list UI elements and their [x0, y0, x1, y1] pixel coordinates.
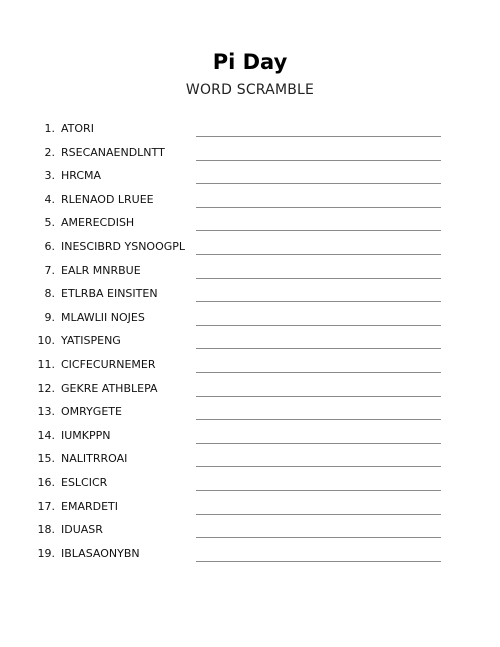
- item-number: 7.: [44, 263, 55, 277]
- scrambled-word: CICFECURNEMER: [61, 357, 156, 371]
- scrambled-word: IBLASAONYBN: [61, 546, 140, 560]
- list-item: [0, 144, 500, 168]
- list-item: [0, 356, 500, 380]
- scrambled-word: OMRYGETE: [61, 405, 122, 419]
- list-item: [0, 332, 500, 356]
- item-number: 15.: [37, 452, 55, 466]
- item-number: 6.: [44, 239, 55, 253]
- answer-line: [196, 348, 441, 349]
- item-number: 19.: [37, 546, 55, 560]
- list-item: [0, 498, 500, 522]
- item-number: 1.: [44, 122, 55, 135]
- answer-line: [196, 490, 441, 491]
- answer-line: [196, 419, 441, 420]
- item-number: 3.: [44, 169, 55, 183]
- scrambled-word: ESLCICR: [61, 475, 108, 489]
- list-item: [0, 380, 500, 404]
- answer-line: [196, 278, 441, 279]
- scrambled-word: ETLRBA EINSITEN: [61, 287, 158, 301]
- item-number: 17.: [37, 499, 55, 513]
- list-item: [0, 450, 500, 474]
- list-item: [0, 214, 500, 238]
- list-item: [0, 238, 500, 262]
- item-number: 12.: [37, 381, 55, 395]
- list-item: [0, 262, 500, 286]
- scrambled-word: MLAWLII NOJES: [61, 310, 145, 324]
- scrambled-word: EMARDETI: [61, 499, 118, 513]
- answer-line: [196, 372, 441, 373]
- list-item: [0, 191, 500, 215]
- list-item: [0, 285, 500, 309]
- answer-line: [196, 466, 441, 467]
- answer-line: [196, 537, 441, 538]
- scrambled-word: RSECANAENDLNTT: [61, 145, 165, 159]
- page-subtitle: WORD SCRAMBLE: [185, 82, 315, 98]
- answer-line: [196, 160, 441, 161]
- item-number: 13.: [37, 405, 55, 419]
- answer-line: [196, 561, 441, 562]
- item-number: 16.: [37, 475, 55, 489]
- page-title: Pi Day: [212, 50, 288, 74]
- item-number: 5.: [44, 216, 55, 230]
- answer-line: [196, 230, 441, 231]
- scrambled-word: IDUASR: [61, 523, 103, 537]
- scrambled-word: HRCMA: [61, 169, 102, 183]
- scrambled-word: NALITRROAI: [61, 452, 128, 466]
- answer-line: [196, 301, 441, 302]
- item-number: 18.: [37, 523, 55, 537]
- answer-line: [196, 183, 441, 184]
- list-item: [0, 521, 500, 545]
- scrambled-word: EALR MNRBUE: [61, 263, 141, 277]
- item-number: 11.: [37, 357, 55, 371]
- answer-line: [196, 254, 441, 255]
- answer-line: [196, 207, 441, 208]
- answer-line: [196, 396, 441, 397]
- answer-line: [196, 443, 441, 444]
- answer-line: [196, 325, 441, 326]
- list-item: [0, 120, 500, 144]
- scrambled-word: INESCIBRD YSNOOGPL: [61, 239, 186, 253]
- list-item: [0, 427, 500, 451]
- answer-line: [196, 136, 441, 137]
- scrambled-word: YATISPENG: [61, 334, 121, 348]
- scrambled-word: ATORI: [61, 122, 94, 135]
- scramble-list: [0, 120, 500, 568]
- list-item: [0, 403, 500, 427]
- item-number: 4.: [44, 192, 55, 206]
- list-item: [0, 167, 500, 191]
- scrambled-word: RLENAOD LRUEE: [61, 192, 154, 206]
- item-number: 14.: [37, 428, 55, 442]
- item-number: 10.: [37, 334, 55, 348]
- scrambled-word: IUMKPPN: [61, 428, 111, 442]
- list-item: [0, 545, 500, 569]
- list-item: [0, 474, 500, 498]
- item-number: 9.: [44, 310, 55, 324]
- item-number: 2.: [44, 145, 55, 159]
- scrambled-word: AMERECDISH: [61, 216, 135, 230]
- list-item: [0, 309, 500, 333]
- scrambled-word: GEKRE ATHBLEPA: [61, 381, 158, 395]
- item-number: 8.: [44, 287, 55, 301]
- answer-line: [196, 514, 441, 515]
